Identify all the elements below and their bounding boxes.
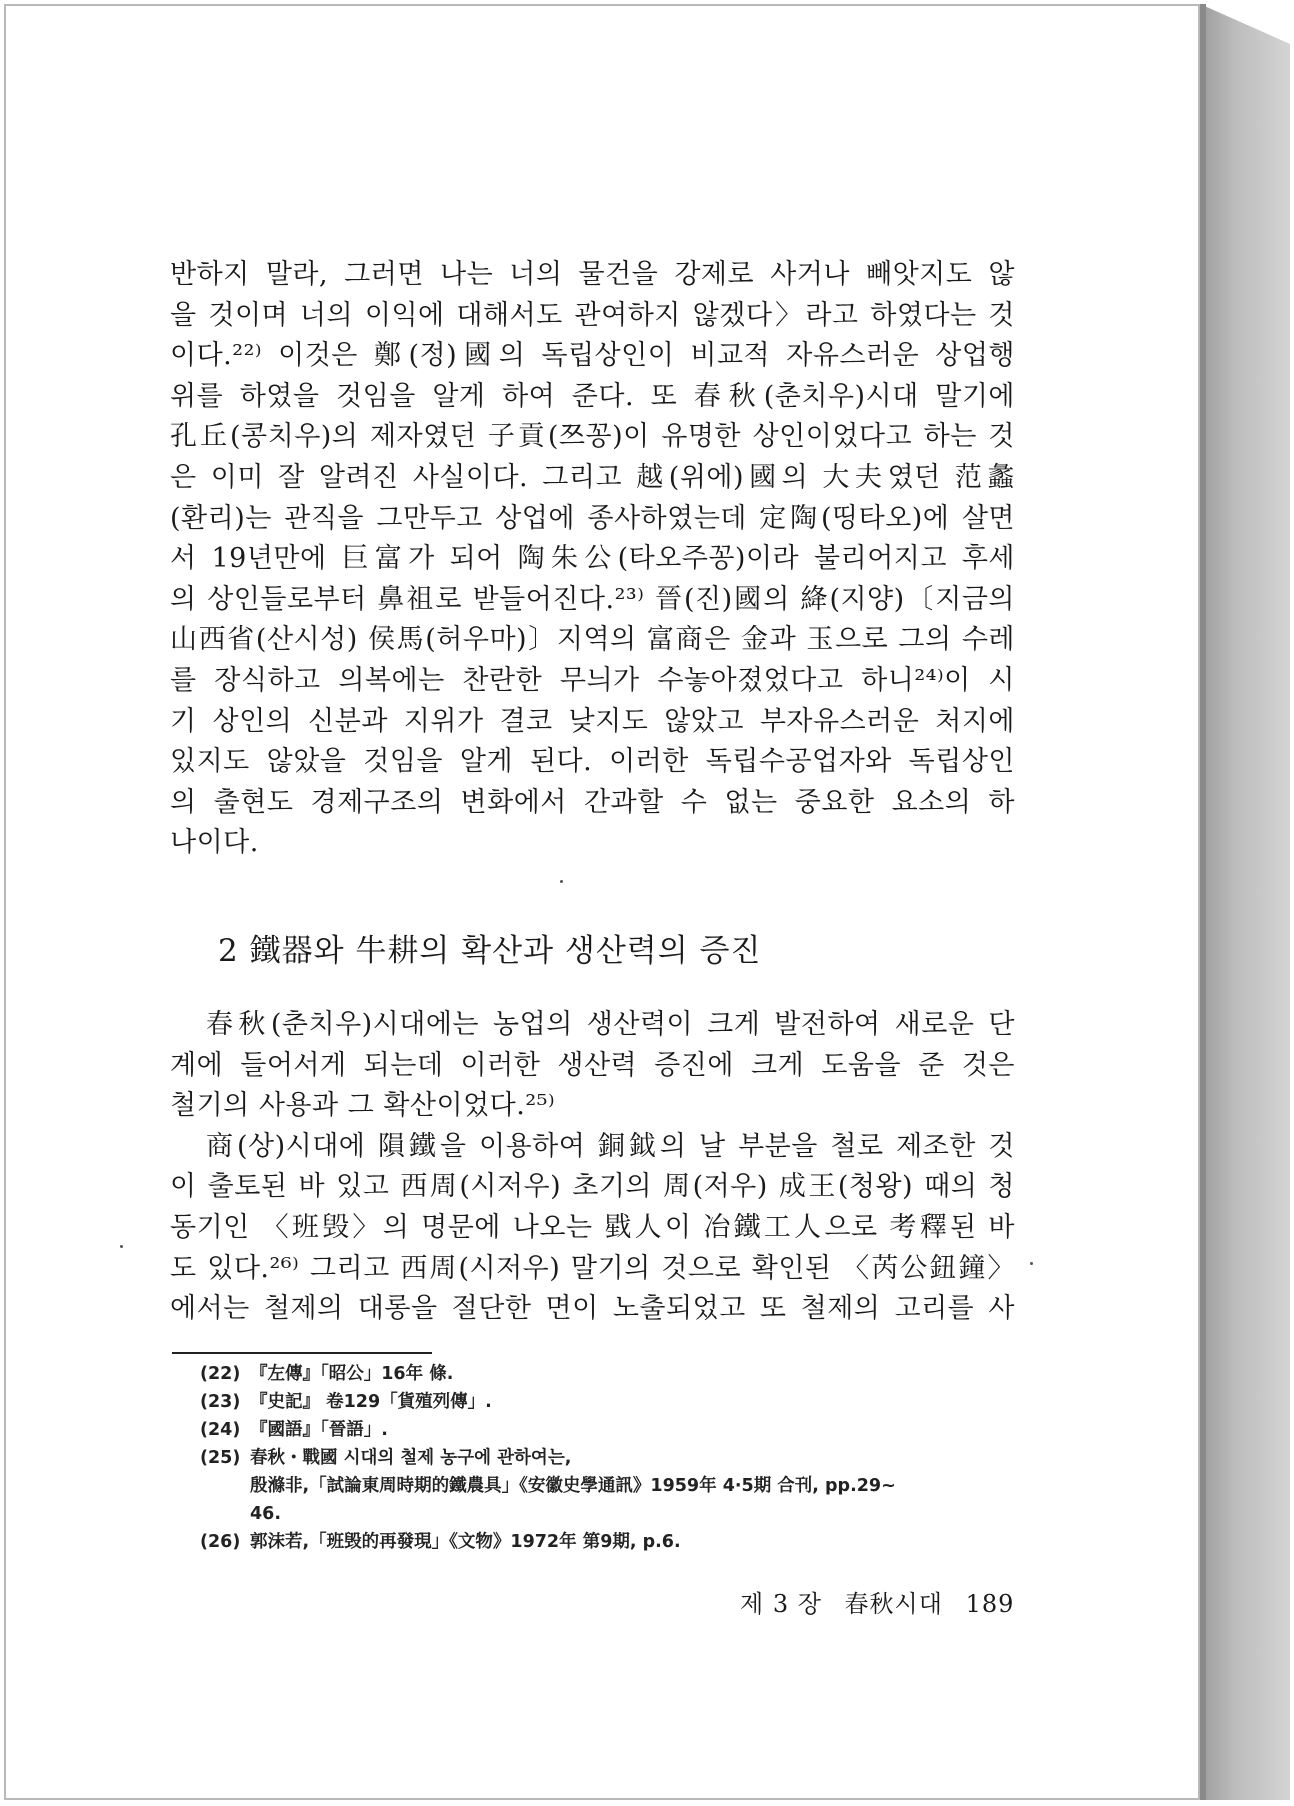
body-line: 반하지 말라, 그러면 나는 너의 물건을 강제로 사거나 빼앗지도 않 <box>170 259 1015 290</box>
footnote-number: (26) <box>200 1532 241 1552</box>
footnote-divider <box>172 1352 432 1354</box>
footnote-item <box>200 1528 1020 1556</box>
body-line: 은 이미 잘 알려진 사실이다. 그리고 越(위에)國의 大夫였던 范蠡 <box>170 461 1015 493</box>
scan-speck <box>120 1245 123 1248</box>
body-line: 있지도 않았을 것임을 알게 된다. 이러한 독립수공업자와 독립상인 <box>170 746 1015 778</box>
footnote-item <box>200 1388 1020 1416</box>
chapter-label: 제 3 장 <box>740 1590 822 1618</box>
body-line: 기 상인의 신분과 지위가 결코 낮지도 않았고 부자유스러운 처지에 <box>170 705 1015 737</box>
body-line: (환리)는 관직을 그만두고 상업에 종사하였는데 定陶(띵타오)에 살면 <box>170 502 1015 534</box>
footnotes <box>200 1360 1020 1556</box>
footnote-number: (23) <box>200 1392 241 1412</box>
footnote-text: 『史記』 卷129「貨殖列傳」. <box>250 1392 492 1412</box>
body-line: 나이다. <box>170 827 259 859</box>
scan-speck <box>1030 1262 1033 1265</box>
footnote-continuation: 殷滌非,「試論東周時期的鐵農具」《安徽史學通訊》1959年 4·5期 合刊, pp.29~ <box>250 1476 896 1496</box>
chapter-title: 春秋시대 <box>844 1590 943 1618</box>
scan-speck <box>560 880 563 883</box>
body-line: 위를 하였을 것임을 알게 하여 준다. 또 春秋(춘치우)시대 말기에 <box>170 380 1015 412</box>
footnote-number: (25) <box>200 1448 241 1468</box>
footnote-number: (22) <box>200 1364 241 1384</box>
body-line: 서 19년만에 巨富가 되어 陶朱公(타오주꽁)이라 불리어지고 후세 <box>170 543 1015 575</box>
footnote-item <box>200 1444 1020 1472</box>
body-line: 山西省(산시성) 侯馬(허우마)〕지역의 富商은 金과 玉으로 그의 수레 <box>170 624 1015 656</box>
footnote-text: 春秋・戰國 시대의 철제 농구에 관하여는, <box>250 1448 572 1468</box>
body-line: 의 상인들로부터 鼻祖로 받들어진다.²³⁾ 晉(진)國의 絳(지양)〔지금의 <box>170 583 1015 615</box>
footnote-text: 『左傳』「昭公」16年 條. <box>250 1364 454 1384</box>
page-edge-shadow <box>1200 4 1290 1800</box>
footnote-item <box>200 1360 1020 1388</box>
footnote-continuation: 46. <box>250 1504 282 1524</box>
footnote-item <box>200 1416 1020 1444</box>
footnote-text: 『國語』「晉語」. <box>250 1420 388 1440</box>
body-line: 에서는 철제의 대롱을 절단한 면이 노출되었고 또 철제의 고리를 사 <box>170 1293 1015 1325</box>
page-number: 189 <box>965 1590 1015 1618</box>
body-line: 동기인 〈班毁〉의 명문에 나오는 戥人이 冶鐵工人으로 考釋된 바 <box>170 1211 1015 1243</box>
body-line: 을 것이며 너의 이익에 대해서도 관여하지 않겠다〉라고 하였다는 것 <box>170 299 1015 331</box>
page-footer <box>740 1584 1028 1619</box>
body-text-block <box>170 255 1015 864</box>
body-line: 이 출토된 바 있고 西周(시저우) 초기의 周(저우) 成王(청왕) 때의 청 <box>170 1171 1015 1203</box>
body-line: 철기의 사용과 그 확산이었다.²⁵⁾ <box>170 1090 556 1122</box>
body-line: 도 있다.²⁶⁾ 그리고 西周(시저우) 말기의 것으로 확인된 〈芮公鈕鐘〉 <box>170 1252 1015 1284</box>
body-line: 孔丘(콩치우)의 제자였던 子貢(쯔꽁)이 유명한 상인이었다고 하는 것 <box>170 421 1015 453</box>
body-line: 商(상)시대에 隕鐵을 이용하여 銅鉞의 날 부분을 철로 제조한 것 <box>206 1130 1015 1162</box>
footnote-number: (24) <box>200 1420 241 1440</box>
section-heading: 2 鐵器와 牛耕의 확산과 생산력의 증진 <box>218 933 762 969</box>
body-line: 의 출현도 경제구조의 변화에서 간과할 수 없는 중요한 요소의 하 <box>170 786 1015 818</box>
body-line: 春秋(춘치우)시대에는 농업의 생산력이 크게 발전하여 새로운 단 <box>206 1009 1015 1040</box>
body-line: 이다.²²⁾ 이것은 鄭(정)國의 독립상인이 비교적 자유스러운 상업행 <box>170 340 1015 372</box>
body-line: 를 장식하고 의복에는 찬란한 무늬가 수놓아졌었다고 하니²⁴⁾이 시 <box>170 664 1015 696</box>
page-edge-line <box>1200 4 1206 1800</box>
body-line: 계에 들어서게 되는데 이러한 생산력 증진에 크게 도움을 준 것은 <box>170 1049 1015 1081</box>
footnote-text: 郭沫若,「班毁的再發現」《文物》1972年 第9期, p.6. <box>250 1532 681 1552</box>
section-body-text <box>170 1005 1015 1330</box>
